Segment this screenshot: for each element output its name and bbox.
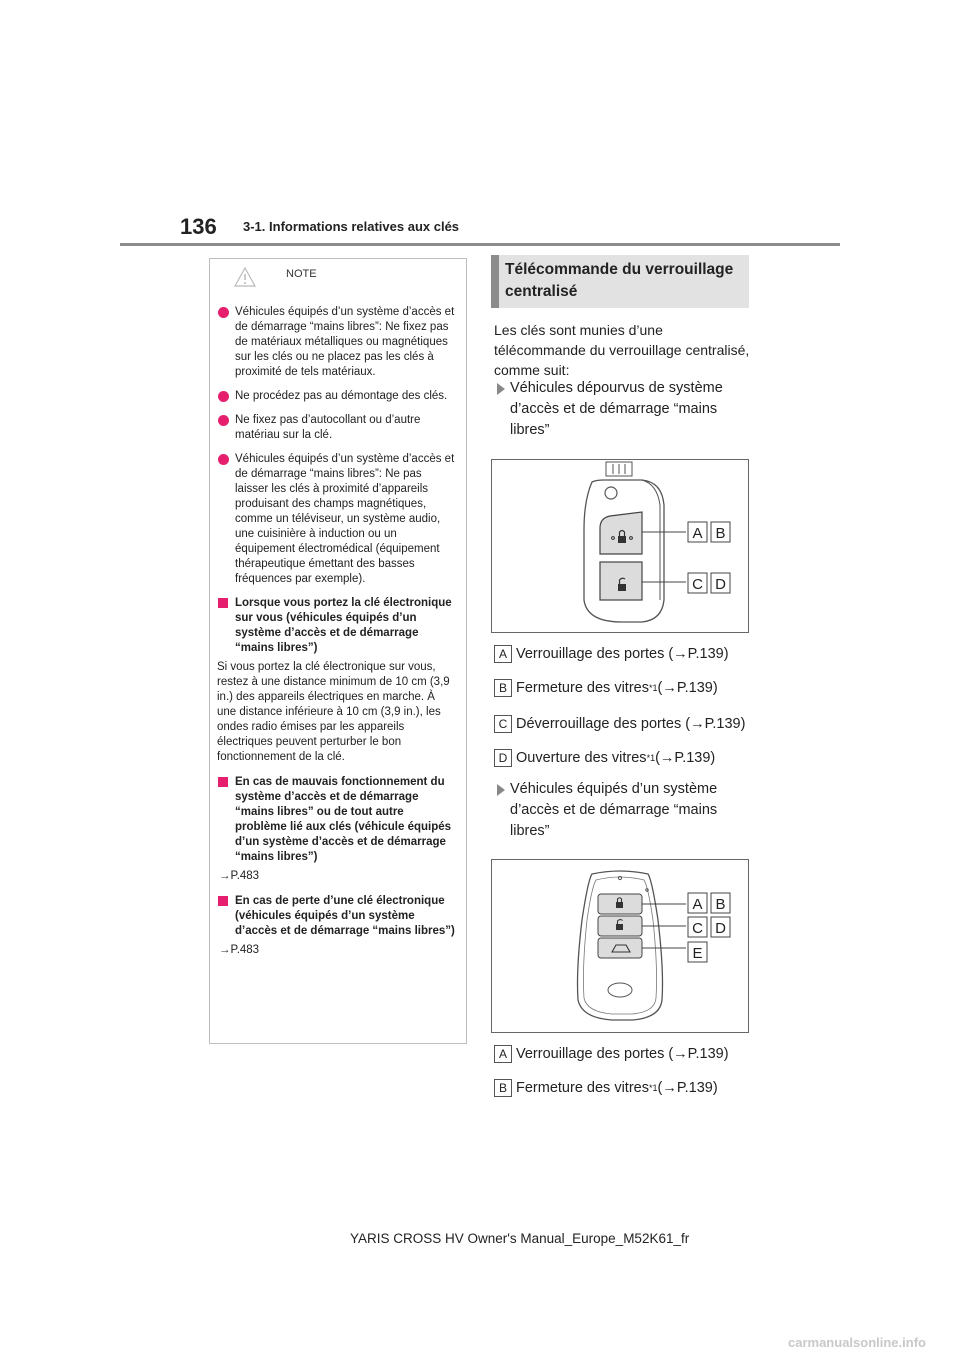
bullet-dot-icon	[218, 307, 229, 318]
legend-item: A Verrouillage des portes (→P.139)	[494, 645, 729, 663]
variant-title: Véhicules dépourvus de système d’accès et de démarrage “mains libres”	[510, 380, 723, 438]
figure-letter: B	[715, 896, 726, 913]
note-header	[210, 259, 466, 305]
figure-letter: D	[715, 920, 726, 937]
legend-item: C Déverrouillage des portes (→P.139)	[494, 715, 745, 733]
legend-item: A Verrouillage des portes (→P.139)	[494, 1045, 729, 1063]
legend-item: B Fermeture des vitres *1 (→P.139)	[494, 679, 718, 697]
section-heading: Télécommande du verrouillage centralisé	[491, 255, 749, 308]
note-bullet: Ne fixez pas d’autocollant ou d’autre matériau sur la clé.	[217, 413, 456, 443]
note-section-title: En cas de mauvais fonctionnement du système d’accès et de démarrage “mains libres” ou de tout autre problème lié aux clés (véhicule équipés d’un système d’accès et de démarrage “mains libres”)	[217, 775, 456, 865]
legend-item: D Ouverture des vitres *1 (→P.139)	[494, 749, 715, 767]
note-title: NOTE	[286, 268, 317, 280]
bullet-dot-icon	[218, 454, 229, 465]
watermark: carmanualsonline.info	[788, 1335, 926, 1350]
header-rule	[120, 243, 840, 246]
warning-icon	[234, 267, 256, 287]
flip-key-illustration	[492, 460, 748, 632]
legend-item: B Fermeture des vitres *1 (→P.139)	[494, 1079, 718, 1097]
key-figure-1	[491, 459, 749, 633]
intro-text: Les clés sont munies d’une télécommande du verrouillage centralisé, comme suit:	[494, 322, 750, 378]
page-number: 136	[180, 214, 217, 239]
key-figure-2	[491, 859, 749, 1033]
variant-title: Véhicules équipés d’un système d’accès et de démarrage “mains libres”	[510, 781, 718, 839]
figure-letter: D	[715, 576, 726, 593]
figure-letter: B	[715, 525, 726, 542]
square-bullet-icon	[218, 598, 228, 608]
page-reference: →P.483	[219, 944, 260, 956]
section-title: 3-1. Informations relatives aux clés	[243, 219, 460, 234]
note-bullet: Véhicules équipés d’un système d’accès et de démarrage “mains libres”: Ne pas laisser les clés à proximité d’appareils produisant des champs magnétiques, comme un téléviseur, un système audio, une cuisinière à induction ou un équipement électromédical (équipement thérapeutique émettant des basses fréquences par exemple).	[217, 452, 456, 587]
square-bullet-icon	[218, 777, 228, 787]
note-section-text: Si vous portez la clé électronique sur vous, restez à une distance minimum de 10 cm (3,9 in.) des appareils électriques en marche. À une distance inférieure à 10 cm (3,9 in.), les ondes radio émises par les appareils électriques peuvent perturber le bon fonctionnement de la clé.	[217, 661, 450, 763]
smart-key-illustration	[492, 860, 748, 1032]
arrow-right-icon	[497, 383, 505, 395]
page-reference: →P.483	[219, 870, 260, 882]
note-section-title: En cas de perte d’une clé électronique (véhicules équipés d’un système d’accès et de démarrage “mains libres”)	[217, 894, 456, 939]
figure-letter: C	[692, 576, 703, 593]
figure-letter: E	[692, 945, 703, 962]
note-bullet: Véhicules équipés d’un système d’accès et de démarrage “mains libres”: Ne fixez pas de matériaux métalliques ou magnétiques sur les clés ou ne placez pas les clés à proximité de tels matériaux.	[217, 305, 456, 380]
figure-letter: A	[692, 525, 703, 542]
note-bullet: Ne procédez pas au démontage des clés.	[217, 389, 456, 404]
square-bullet-icon	[218, 896, 228, 906]
bullet-dot-icon	[218, 391, 229, 402]
figure-letter: C	[692, 920, 703, 937]
bullet-dot-icon	[218, 415, 229, 426]
note-box	[209, 258, 467, 1044]
footer-text: YARIS CROSS HV Owner's Manual_Europe_M52K61_fr	[350, 1231, 690, 1246]
figure-letter: A	[692, 896, 703, 913]
arrow-right-icon	[497, 784, 505, 796]
note-section-title: Lorsque vous portez la clé électronique sur vous (véhicules équipés d’un système d’accès et de démarrage “mains libres”)	[217, 596, 456, 656]
